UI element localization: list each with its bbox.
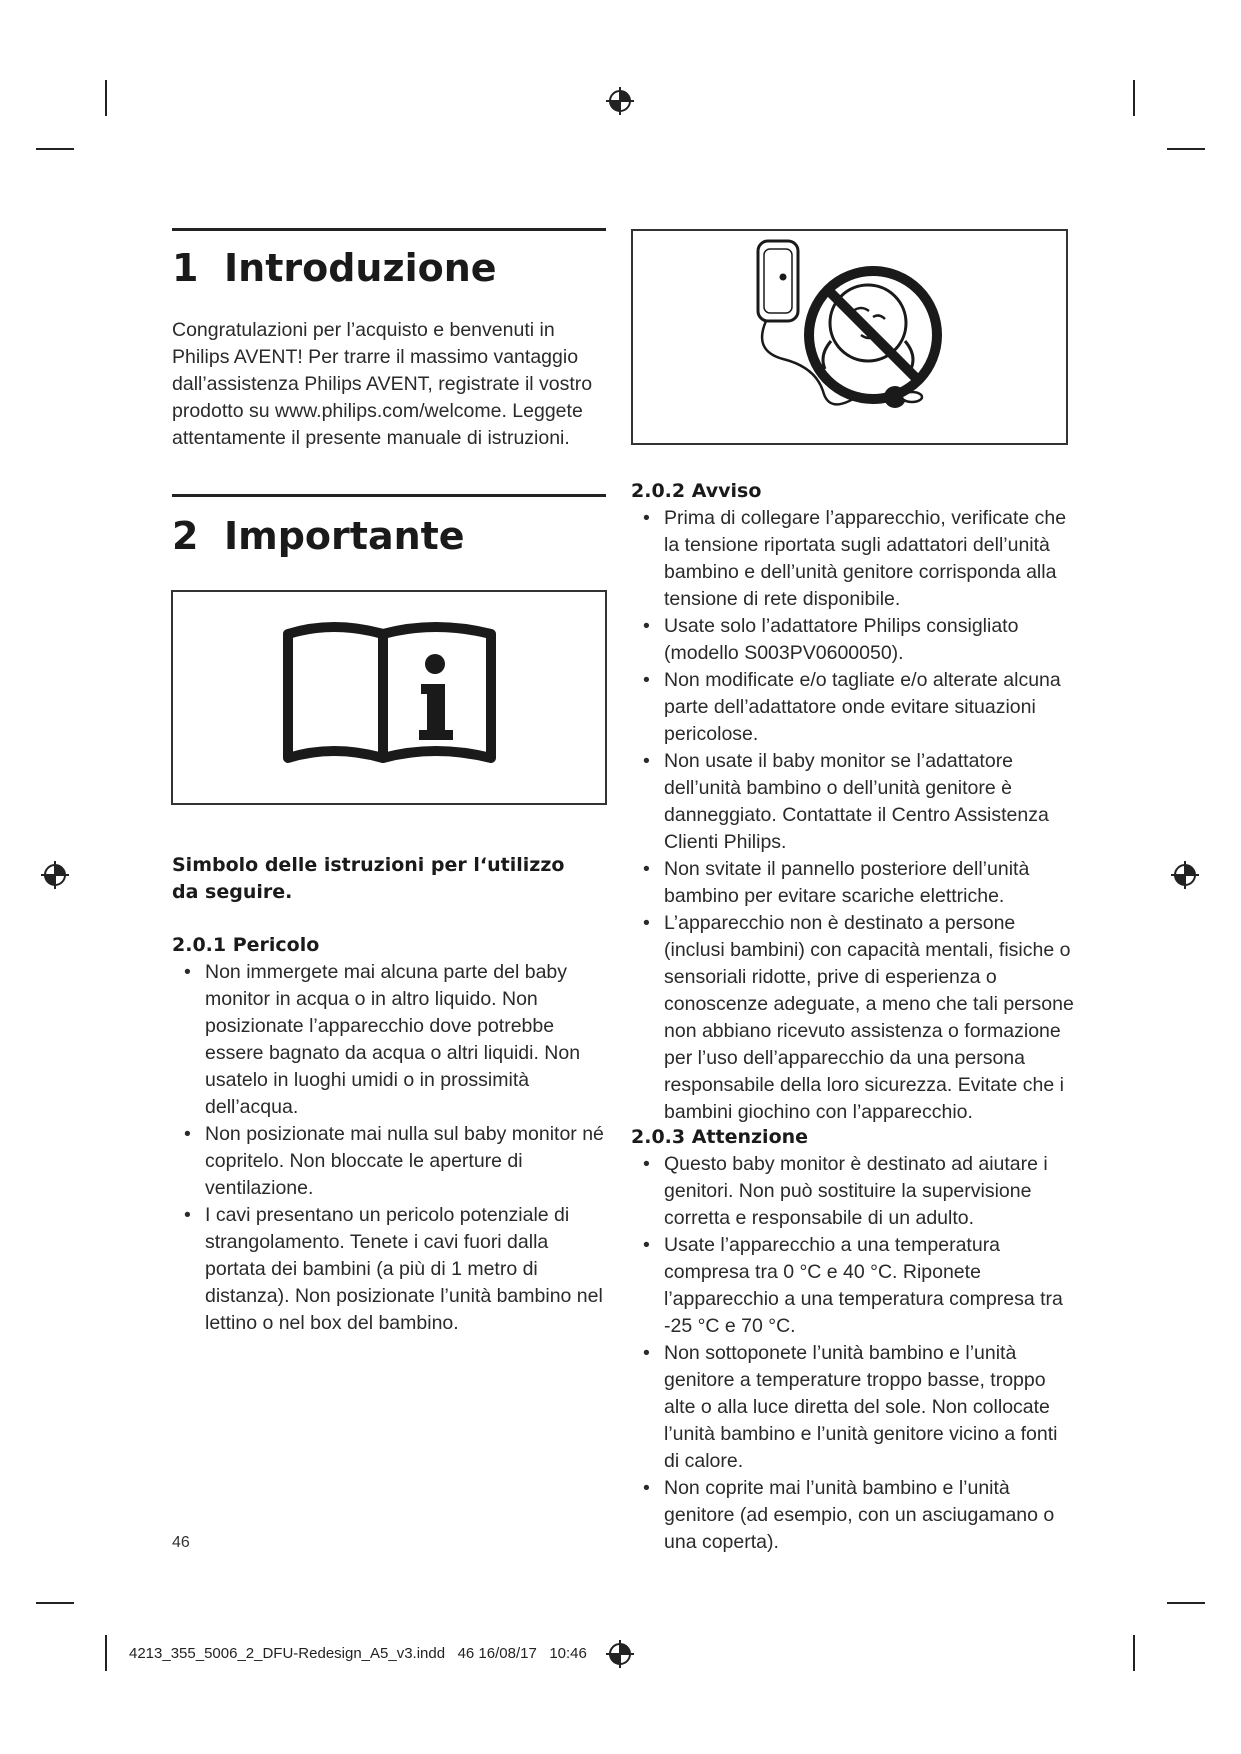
section-heading-importante <box>172 514 465 558</box>
list-item: • Non usate il baby monitor se l’adattatore dell’unità bambino o dell’unità genitore è danneggiato. Contattate il Centro Assistenza Clienti Philips. <box>637 748 1074 856</box>
crop-mark <box>105 80 107 116</box>
crop-mark <box>1133 80 1135 116</box>
crop-mark <box>36 1602 74 1604</box>
crop-mark <box>1133 1635 1135 1671</box>
section-title: Importante <box>224 514 465 558</box>
avviso-heading: 2.0.2 Avviso <box>631 480 762 502</box>
list-item: • Non posizionate mai nulla sul baby monitor né copritelo. Non bloccate le aperture di ventilazione. <box>178 1121 608 1202</box>
print-slug: 4213_355_5006_2_DFU-Redesign_A5_v3.indd 46 16/08/17 10:46 <box>129 1645 587 1662</box>
avviso-list <box>637 505 1074 1126</box>
list-item: • I cavi presentano un pericolo potenziale di strangolamento. Tenete i cavi fuori dalla portata dei bambini (a più di 1 metro di distanza). Non posizionate l’unità bambino nel lettino o nel box del bambino. <box>178 1202 608 1337</box>
page-number: 46 <box>172 1534 190 1551</box>
list-item: • Usate solo l’adattatore Philips consigliato (modello S003PV0600050). <box>637 613 1074 667</box>
intro-paragraph: Congratulazioni per l’acquisto e benvenuti in Philips AVENT! Per trarre il massimo vantaggio dall’assistenza Philips AVENT, registrate il vostro prodotto su www.philips.com/welcome. Leggete attentamente il presente manuale di istruzioni. <box>172 319 593 449</box>
registration-mark-icon <box>605 86 635 116</box>
pericolo-list <box>178 959 608 1337</box>
strangulation-warning-illustration <box>631 229 1068 445</box>
section-number: 2 <box>172 514 199 558</box>
list-item: • Non immergete mai alcuna parte del baby monitor in acqua o in altro liquido. Non posizionate l’apparecchio dove potrebbe essere bagnato da acqua o altri liquidi. Non usatelo in luoghi umidi o in prossimità dell’acqua. <box>178 959 608 1121</box>
section-heading-introduzione <box>172 246 497 290</box>
list-item: • L’apparecchio non è destinato a persone (inclusi bambini) con capacità mentali, fisiche o sensoriali ridotte, prive di esperienza o conoscenze adeguate, a meno che tali persone non abbiano ricevuto assistenza o formazione per l’uso dell’apparecchio da una persona responsabile della loro sicurezza. Evitate che i bambini giochino con l’apparecchio. <box>637 910 1074 1126</box>
open-book-info-icon <box>173 592 605 803</box>
list-item: • Prima di collegare l’apparecchio, verificate che la tensione riportata sugli adattatori dell’unità bambino e dell’unità genitore corrisponda alla tensione di rete disponibile. <box>637 505 1074 613</box>
crop-mark <box>1167 1602 1205 1604</box>
registration-mark-icon <box>605 1639 635 1669</box>
list-item: • Non modificate e/o tagliate e/o alterate alcuna parte dell’adattatore onde evitare situazioni pericolose. <box>637 667 1074 748</box>
section-title: Introduzione <box>224 246 497 290</box>
list-item: • Non svitate il pannello posteriore dell’unità bambino per evitare scariche elettriche. <box>637 856 1074 910</box>
list-item: • Non coprite mai l’unità bambino e l’unità genitore (ad esempio, con un asciugamano o una coperta). <box>637 1475 1074 1556</box>
crop-mark <box>105 1635 107 1671</box>
section-number: 1 <box>172 246 199 290</box>
section-rule <box>172 228 606 231</box>
attenzione-heading: 2.0.3 Attenzione <box>631 1126 809 1148</box>
section-rule <box>172 494 606 497</box>
no-cable-near-baby-icon <box>633 231 1066 443</box>
list-item: • Non sottoponete l’unità bambino e l’unità genitore a temperature troppo basse, troppo alte o alla luce diretta del sole. Non collocate l’unità bambino e l’unità genitore vicino a fonti di calore. <box>637 1340 1074 1475</box>
registration-mark-icon <box>40 860 70 890</box>
list-item: • Questo baby monitor è destinato ad aiutare i genitori. Non può sostituire la supervisione corretta e responsabile di un adulto. <box>637 1151 1074 1232</box>
crop-mark <box>1167 148 1205 150</box>
attenzione-list <box>637 1151 1074 1556</box>
symbol-caption: Simbolo delle istruzioni per l‘utilizzo da seguire. <box>172 854 565 903</box>
pericolo-heading: 2.0.1 Pericolo <box>172 934 320 956</box>
crop-mark <box>36 148 74 150</box>
list-item: • Usate l’apparecchio a una temperatura compresa tra 0 °C e 40 °C. Riponete l’apparecchio a una temperatura compresa tra -25 °C e 70 °C. <box>637 1232 1074 1340</box>
registration-mark-icon <box>1170 860 1200 890</box>
instructions-symbol-box <box>171 590 607 805</box>
